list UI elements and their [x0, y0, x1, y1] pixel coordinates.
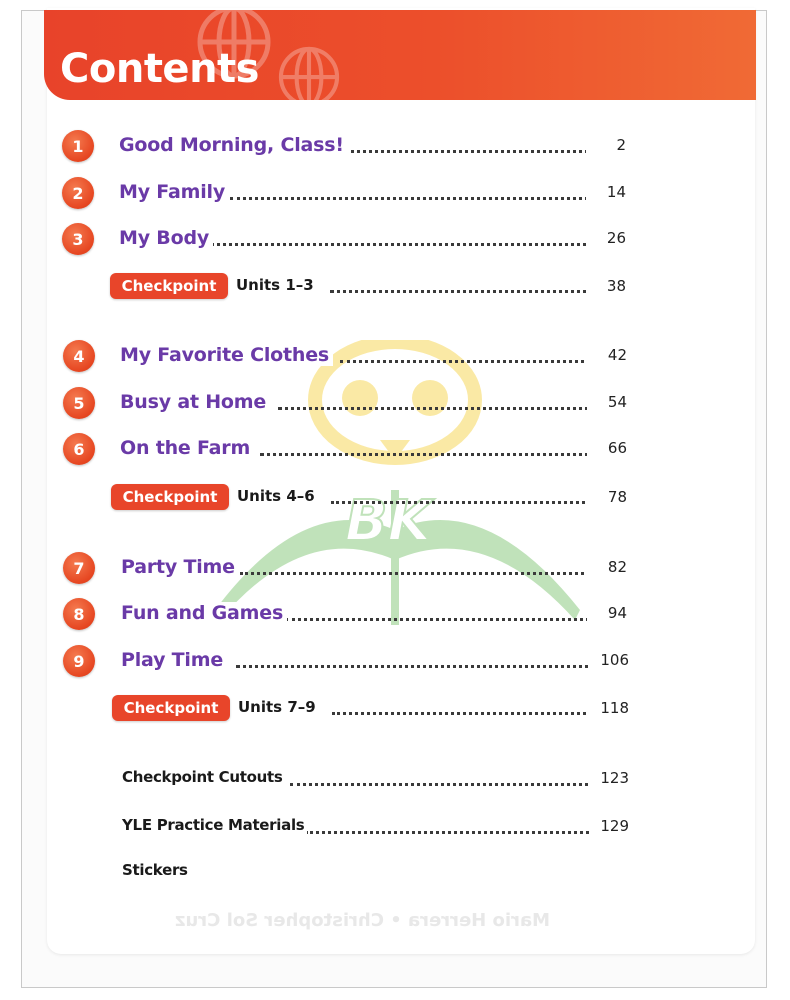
checkpoint-units: Units 7–9: [238, 698, 320, 716]
unit-title: My Favorite Clothes: [120, 344, 333, 366]
checkpoint-badge: Checkpoint: [110, 273, 228, 299]
unit-number-badge: 5: [63, 387, 95, 419]
unit-number-badge: 1: [62, 130, 94, 162]
page-number: 94: [587, 604, 627, 622]
toc-row-unit-6[interactable]: [0, 433, 790, 463]
extra-title: Checkpoint Cutouts: [122, 768, 286, 786]
toc-row-yle-practice[interactable]: [0, 813, 790, 843]
checkpoint-units: Units 4–6: [237, 487, 319, 505]
dot-leader: [290, 783, 600, 786]
toc-row-unit-2[interactable]: [0, 177, 790, 207]
page-number: 66: [587, 439, 627, 457]
dot-leader: [285, 618, 602, 621]
unit-number-badge: 7: [63, 552, 95, 584]
dot-leader: [240, 572, 602, 575]
globe-icon: [276, 44, 342, 100]
background-author-text: Mario Herrera • Christopher Sol Cruz: [175, 910, 550, 931]
contents-banner: [44, 10, 756, 100]
unit-title: Fun and Games: [121, 602, 287, 624]
unit-number-badge: 4: [63, 340, 95, 372]
unit-title: Party Time: [121, 556, 239, 578]
unit-number-badge: 6: [63, 433, 95, 465]
dot-leader: [340, 360, 602, 363]
extra-title: YLE Practice Materials: [122, 816, 307, 834]
unit-title: Good Morning, Class!: [119, 134, 348, 156]
toc-row-unit-8[interactable]: [0, 598, 790, 628]
toc-row-checkpoint-1[interactable]: [0, 272, 790, 302]
dot-leader: [236, 665, 596, 668]
dot-leader: [260, 453, 602, 456]
checkpoint-badge: Checkpoint: [111, 484, 229, 510]
toc-row-checkpoint-2[interactable]: [0, 483, 790, 513]
dot-leader: [210, 243, 600, 246]
toc-row-unit-9[interactable]: [0, 645, 790, 675]
page-number: 26: [586, 229, 626, 247]
toc-row-unit-7[interactable]: [0, 552, 790, 582]
page-number: 38: [586, 277, 626, 295]
page-number: 123: [589, 769, 629, 787]
page-number: 54: [587, 393, 627, 411]
page-number: 82: [587, 558, 627, 576]
page-number: 106: [589, 651, 629, 669]
page-number: 78: [587, 488, 627, 506]
checkpoint-units: Units 1–3: [236, 276, 318, 294]
page-number: 2: [586, 136, 626, 154]
dot-leader: [330, 290, 600, 293]
unit-number-badge: 2: [62, 177, 94, 209]
unit-title: Busy at Home: [120, 391, 270, 413]
dot-leader: [305, 831, 595, 834]
dot-leader: [278, 407, 602, 410]
page-title: Contents: [60, 46, 259, 92]
unit-title: My Body: [119, 227, 213, 249]
extra-title: Stickers: [122, 861, 191, 879]
watermark-letter-b: BK: [345, 489, 432, 554]
toc-row-checkpoint-3[interactable]: [0, 694, 790, 724]
dot-leader: [331, 501, 602, 504]
unit-number-badge: 9: [63, 645, 95, 677]
page-number: 118: [589, 699, 629, 717]
toc-row-unit-4[interactable]: [0, 340, 790, 370]
unit-number-badge: 3: [62, 223, 94, 255]
toc-row-unit-3[interactable]: [0, 223, 790, 253]
toc-row-checkpoint-cutouts[interactable]: [0, 765, 790, 795]
toc-row-unit-1[interactable]: [0, 130, 790, 160]
unit-title: My Family: [119, 181, 229, 203]
page-number: 129: [589, 817, 629, 835]
toc-row-stickers[interactable]: [0, 858, 790, 888]
page-number: 14: [586, 183, 626, 201]
page-number: 42: [587, 346, 627, 364]
unit-number-badge: 8: [63, 598, 95, 630]
dot-leader: [230, 197, 600, 200]
dot-leader: [332, 712, 598, 715]
unit-title: On the Farm: [120, 437, 254, 459]
unit-title: Play Time: [121, 649, 227, 671]
toc-row-unit-5[interactable]: [0, 387, 790, 417]
checkpoint-badge: Checkpoint: [112, 695, 230, 721]
